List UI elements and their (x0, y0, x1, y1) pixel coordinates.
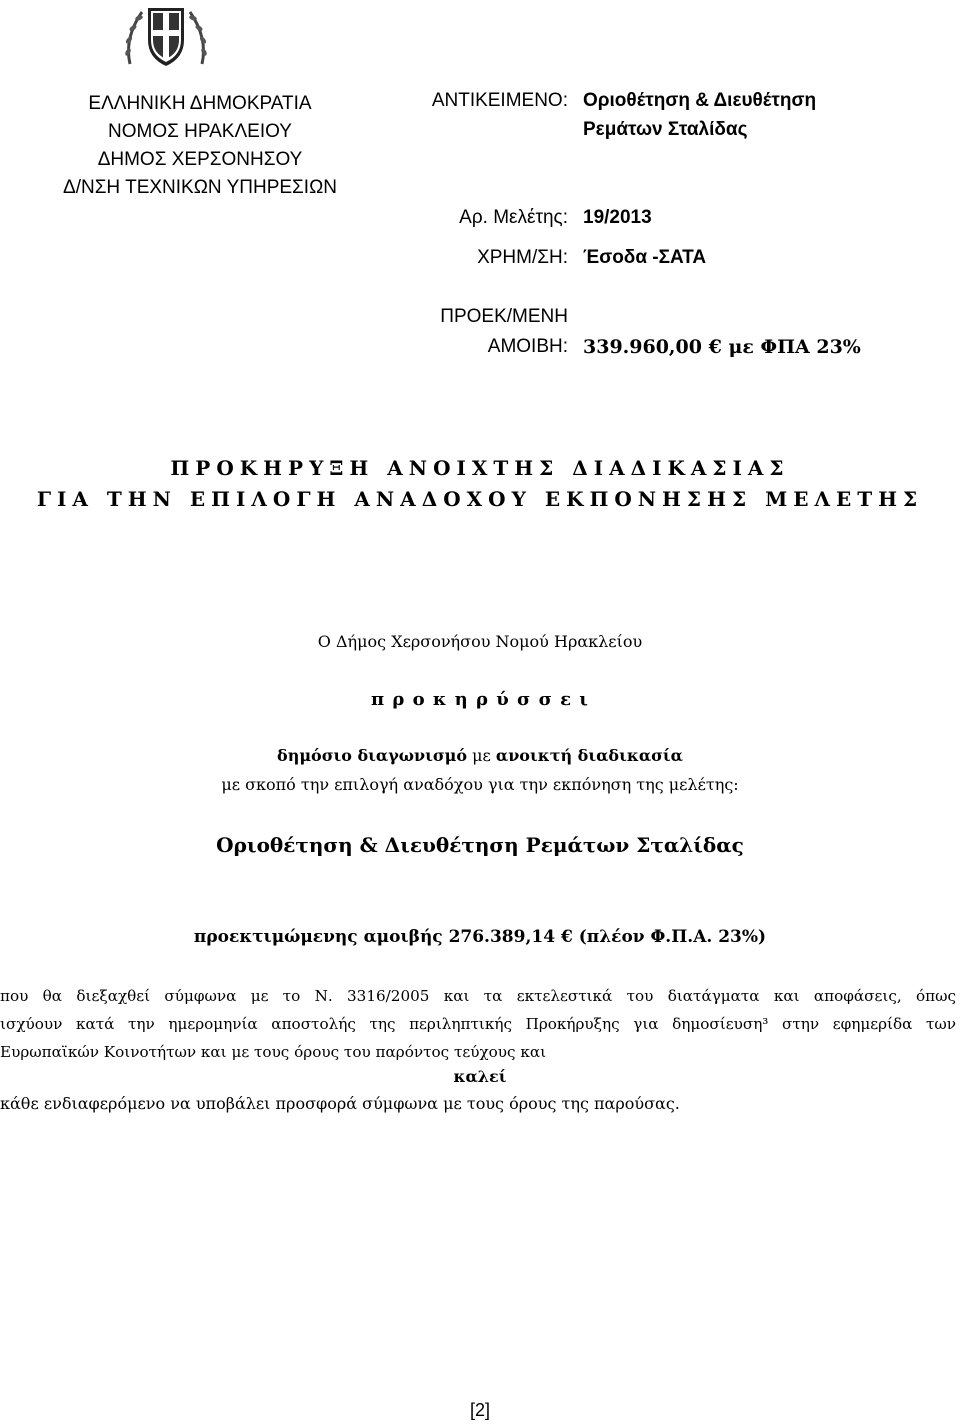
purpose-line: με σκοπό την επιλογή αναδόχου για την εκπόνηση της μελέτης: (221, 775, 739, 794)
authority-line-prefecture: ΝΟΜΟΣ ΗΡΑΚΛΕΙΟΥ (108, 121, 292, 142)
public-tender-text: δημόσιο διαγωνισμό (277, 746, 468, 765)
municipality-line: Ο Δήμος Χερσονήσου Νομού Ηρακλείου (317, 632, 643, 651)
page-number: [2] (469, 1400, 490, 1420)
paragraph-line: ισχύουν κατά την ημερομηνία αποστολής της περιληπτικής Προκήρυξης για δημοσίευση³ στην εφημερίδα των (0, 1015, 956, 1033)
estimated-fee-value: 339.960,00 € με ΦΠΑ 23% (583, 336, 861, 358)
authority-line-department: Δ/ΝΣΗ ΤΕΧΝΙΚΩΝ ΥΠΗΡΕΣΙΩΝ (63, 177, 337, 198)
study-number-label: Αρ. Μελέτης: (459, 207, 568, 228)
funding-value: Έσοδα -ΣΑΤΑ (583, 247, 707, 268)
tender-connector-text: με (467, 746, 496, 765)
proclaims-heading: π ρ ο κ η ρ ύ σ σ ε ι (370, 689, 590, 710)
tender-type-line (0, 746, 960, 765)
paragraph-line: Ευρωπαϊκών Κοινοτήτων και με τους όρους του παρόντος τεύχους και (0, 1043, 547, 1061)
authority-line-country: ΕΛΛΗΝΙΚΗ ΔΗΜΟΚΡΑΤΙΑ (88, 93, 312, 114)
estimated-fee-label-line2: ΑΜΟΙΒΗ: (487, 336, 568, 357)
authority-line-municipality: ΔΗΜΟΣ ΧΕΡΣΟΝΗΣΟΥ (97, 149, 303, 170)
subject-label: ΑΝΤΙΚΕΙΜΕΝΟ: (431, 90, 568, 111)
subject-value-line2: Ρεμάτων Σταλίδας (583, 119, 748, 140)
study-title: Οριοθέτηση & Διευθέτηση Ρεμάτων Σταλίδας (216, 833, 744, 857)
greek-coat-of-arms-emblem (120, 4, 212, 68)
funding-label: ΧΡΗΜ/ΣΗ: (477, 247, 568, 268)
issuing-authority-block (50, 90, 350, 202)
closing-line: κάθε ενδιαφερόμενο να υποβάλει προσφορά σύμφωνα με τους όρους της παρούσας. (0, 1094, 680, 1113)
invites-word: καλεί (453, 1067, 507, 1086)
legal-basis-paragraph (0, 982, 956, 1066)
estimated-fee-label-line1: ΠΡΟΕΚ/ΜΕΝΗ (440, 306, 568, 327)
estimated-fee-statement: προεκτιμώμενης αμοιβής 276.389,14 € (πλέον Φ.Π.Α. 23%) (193, 927, 767, 947)
open-procedure-text: ανοικτή διαδικασία (495, 746, 683, 765)
announcement-title-line2: ΓΙΑ ΤΗΝ ΕΠΙΛΟΓΗ ΑΝΑΔΟΧΟΥ ΕΚΠΟΝΗΣΗΣ ΜΕΛΕΤΗΣ (36, 487, 924, 511)
paragraph-line: που θα διεξαχθεί σύμφωνα με το Ν. 3316/2005 και τα εκτελεστικά του διατάγματα και αποφάσεις, όπως (0, 987, 956, 1005)
subject-value-line1: Οριοθέτηση & Διευθέτηση (583, 90, 817, 111)
announcement-title-line1: ΠΡΟΚΗΡΥΞΗ ΑΝΟΙΧΤΗΣ ΔΙΑΔΙΚΑΣΙΑΣ (170, 456, 790, 480)
study-number-value: 19/2013 (583, 207, 652, 228)
